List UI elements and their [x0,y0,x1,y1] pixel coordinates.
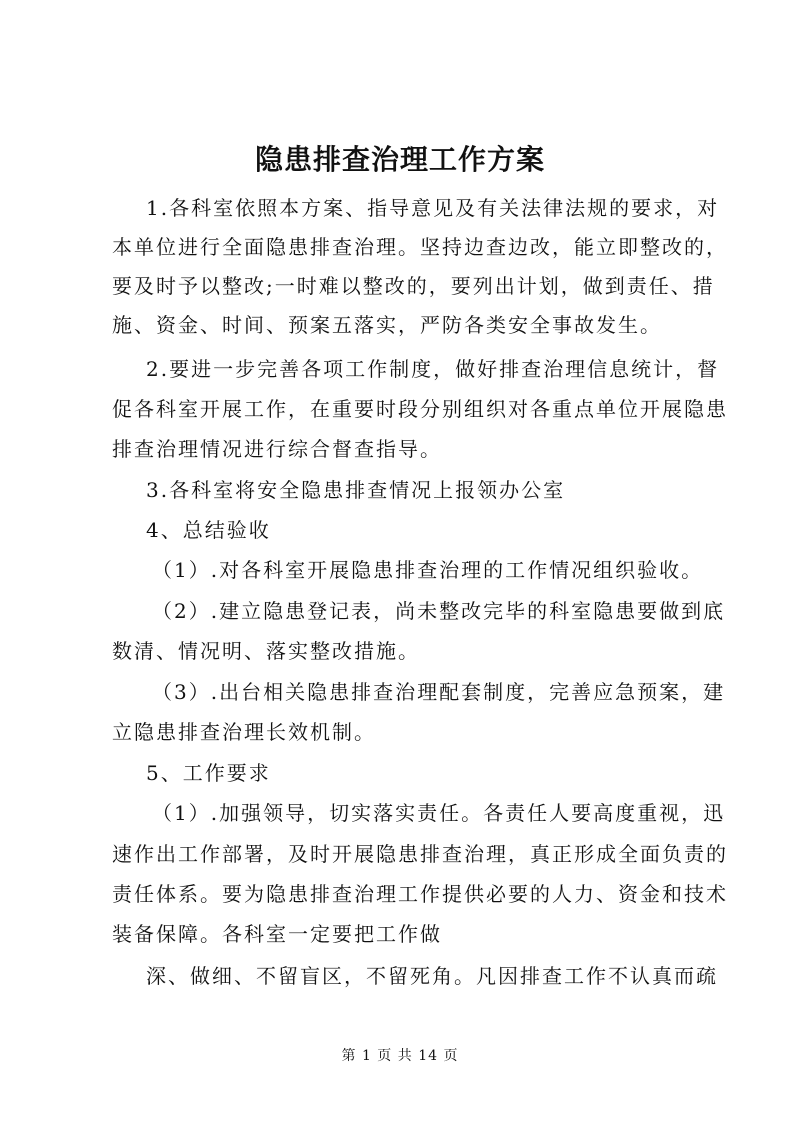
document-title: 隐患排查治理工作方案 [254,143,545,176]
paragraph-line: 深、做细、不留盲区，不留死角。凡因排查工作不认真而疏 [146,964,718,988]
paragraph-line: （1）.对各科室开展隐患排查治理的工作情况组织验收。 [152,558,704,582]
paragraph-line: 立隐患排查治理长效机制。 [112,720,376,744]
paragraph-line: 3.各科室将安全隐患排查情况上报领办公室 [146,478,566,502]
paragraph-line: 装备保障。各科室一定要把工作做 [112,922,442,946]
paragraph-line: （1）.加强领导，切实落实责任。各责任人要高度重视，迅 [152,801,726,825]
paragraph-line: 要及时予以整改;一时难以整改的，要列出计划，做到责任、措 [112,274,715,298]
paragraph-line: （3）.出台相关隐患排查治理配套制度，完善应急预案，建 [152,680,726,704]
paragraph-line: （2）.建立隐患登记表，尚未整改完毕的科室隐患要做到底 [152,599,726,623]
paragraph-line: 1.各科室依照本方案、指导意见及有关法律法规的要求，对 [146,196,720,220]
paragraph-line: 责任体系。要为隐患排查治理工作提供必要的人力、资金和技术 [112,882,728,906]
paragraph-line: 速作出工作部署，及时开展隐患排查治理，真正形成全面负责的 [112,842,728,866]
section-heading: 4、总结验收 [146,518,271,542]
paragraph-line: 施、资金、时间、预案五落实，严防各类安全事故发生。 [112,313,662,337]
section-heading: 5、工作要求 [146,761,271,785]
paragraph-line: 2.要进一步完善各项工作制度，做好排查治理信息统计，督 [146,357,720,381]
paragraph-line: 本单位进行全面隐患排查治理。坚持边查边改，能立即整改的， [112,235,728,259]
paragraph-line: 排查治理情况进行综合督查指导。 [112,437,442,461]
page-number-footer: 第 1 页 共 14 页 [341,1048,459,1064]
paragraph-line: 数清、情况明、落实整改措施。 [112,639,420,663]
paragraph-line: 促各科室开展工作，在重要时段分别组织对各重点单位开展隐患 [112,397,728,421]
